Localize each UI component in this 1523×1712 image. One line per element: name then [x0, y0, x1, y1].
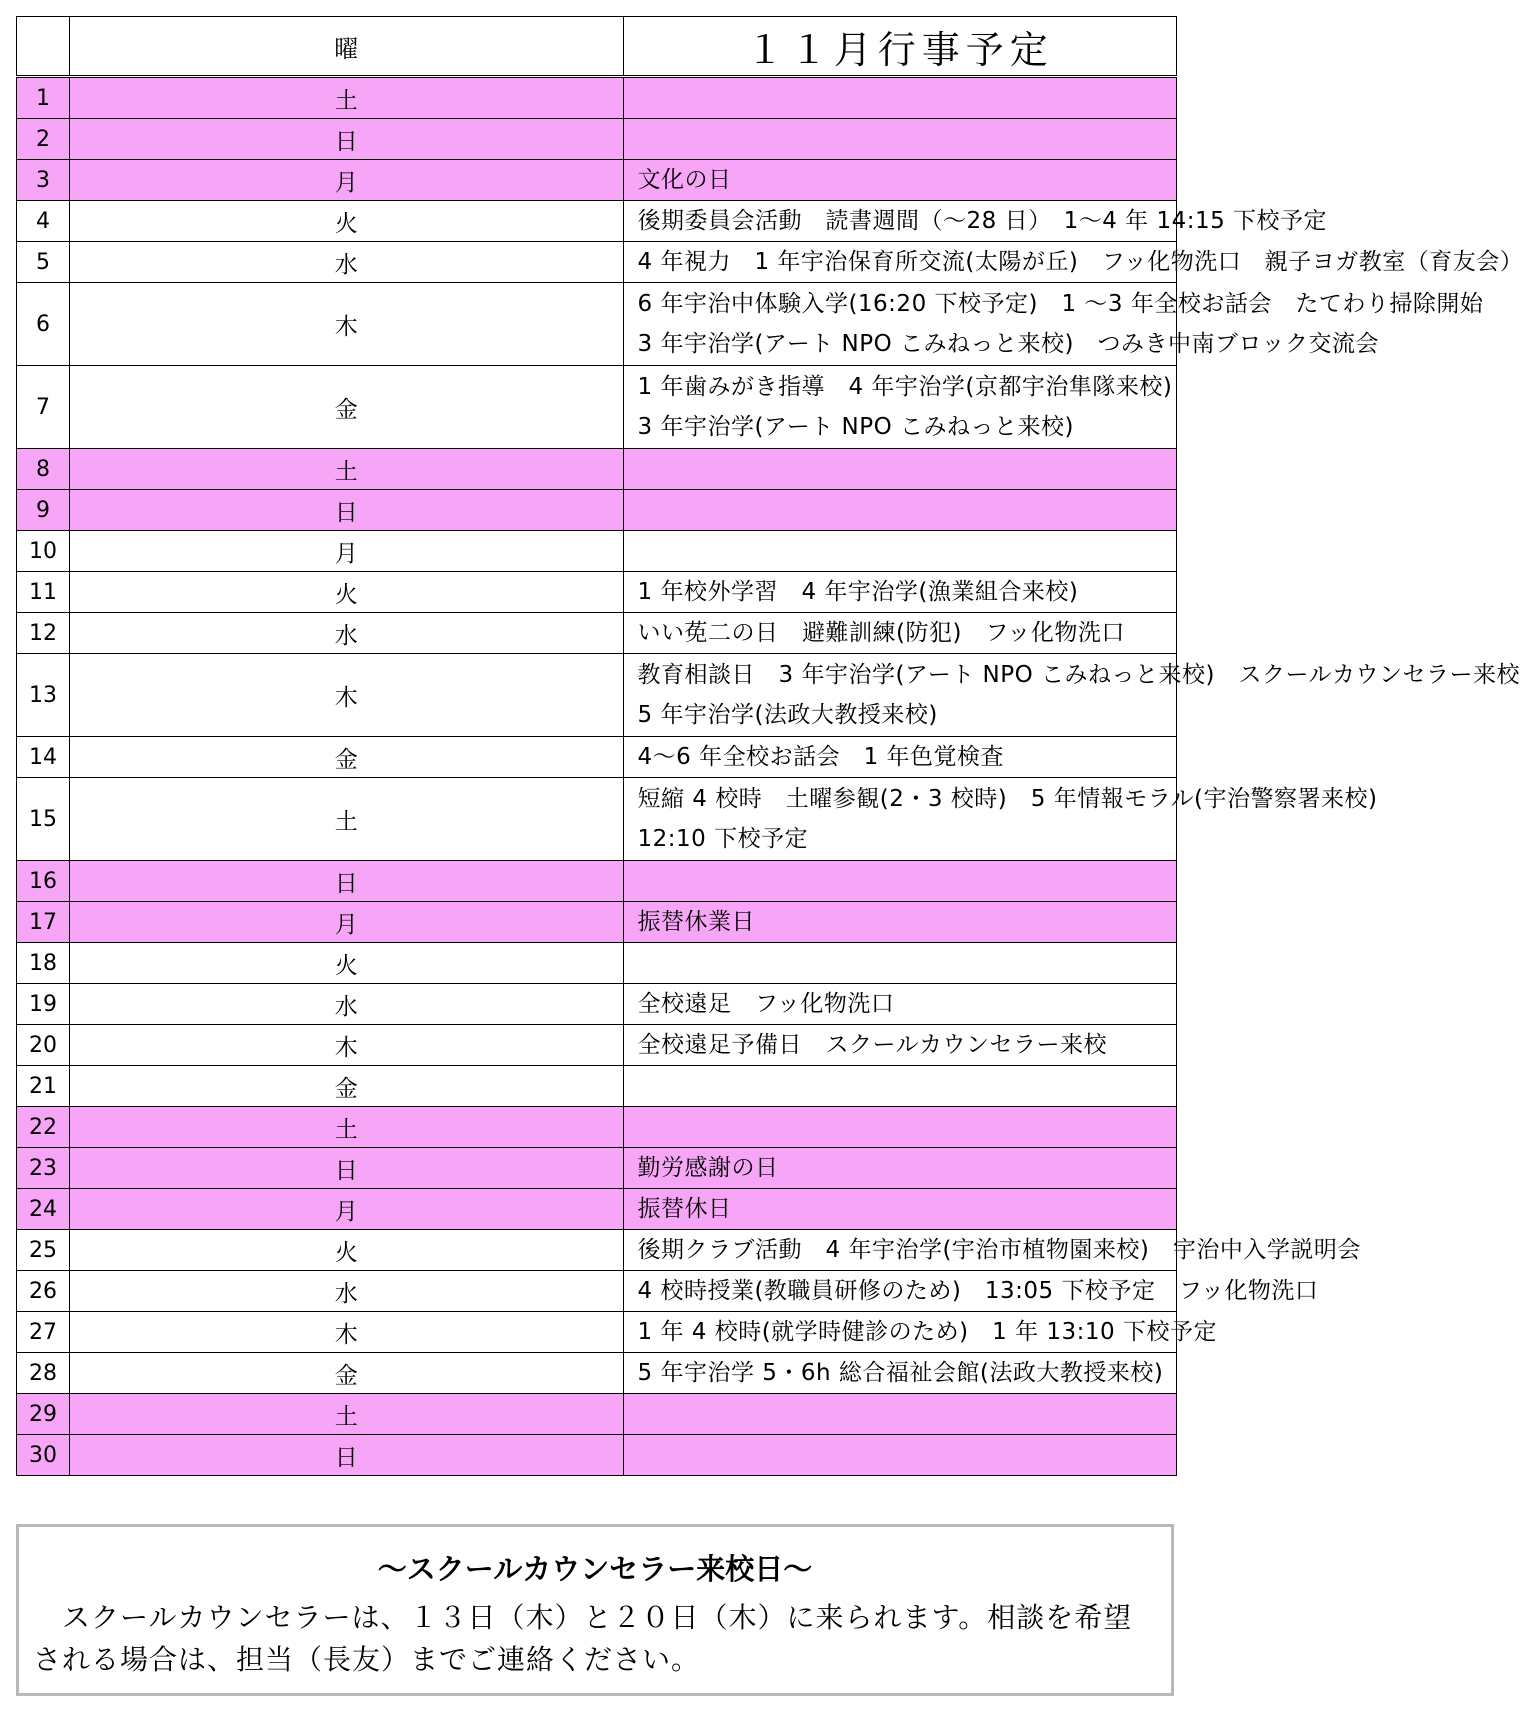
day-number: 10	[17, 531, 70, 572]
events-cell	[623, 283, 1484, 366]
schedule-row	[17, 654, 1177, 737]
day-of-week: 火	[70, 1230, 624, 1271]
day-number: 22	[17, 1107, 70, 1148]
event-line: 4 校時授業(教職員研修のため) 13:05 下校予定 フッ化物洗口	[637, 1278, 1319, 1304]
event-line: 1 年校外学習 4 年宇治学(漁業組合来校)	[637, 579, 1079, 605]
day-number: 2	[17, 119, 70, 160]
day-number: 4	[17, 201, 70, 242]
schedule-row	[17, 1148, 1177, 1189]
schedule-row	[17, 613, 1177, 654]
day-of-week: 火	[70, 572, 624, 613]
day-of-week: 日	[70, 490, 624, 531]
events-cell	[623, 242, 1523, 283]
day-of-week: 日	[70, 119, 624, 160]
day-of-week: 金	[70, 1066, 624, 1107]
event-line: 1 年 4 校時(就学時健診のため) 1 年 13:10 下校予定	[637, 1319, 1217, 1345]
day-number: 3	[17, 160, 70, 201]
schedule-row	[17, 1353, 1177, 1394]
events-cell	[623, 490, 1177, 531]
day-of-week: 金	[70, 366, 624, 449]
events-cell	[623, 613, 1177, 654]
event-line: 全校遠足予備日 スクールカウンセラー来校	[637, 1032, 1108, 1058]
day-of-week: 土	[70, 77, 624, 119]
schedule-row	[17, 449, 1177, 490]
day-number: 25	[17, 1230, 70, 1271]
day-of-week: 木	[70, 1312, 624, 1353]
day-number: 19	[17, 984, 70, 1025]
page-title: １１月行事予定	[623, 17, 1177, 77]
day-number: 7	[17, 366, 70, 449]
day-number: 26	[17, 1271, 70, 1312]
day-number: 11	[17, 572, 70, 613]
schedule-row	[17, 778, 1177, 861]
schedule-row	[17, 1107, 1177, 1148]
event-line: 全校遠足 フッ化物洗口	[637, 991, 895, 1017]
events-cell	[623, 1353, 1177, 1394]
events-cell	[623, 160, 1177, 201]
schedule-row	[17, 861, 1177, 902]
day-of-week: 月	[70, 531, 624, 572]
schedule-row	[17, 737, 1177, 778]
schedule-row	[17, 242, 1177, 283]
event-line: 後期委員会活動 読書週間（～28 日） 1～4 年 14:15 下校予定	[637, 208, 1328, 234]
event-line: 5 年宇治学(法政大教授来校)	[637, 702, 938, 728]
day-number: 12	[17, 613, 70, 654]
events-cell	[623, 1312, 1217, 1353]
schedule-row	[17, 160, 1177, 201]
day-of-week: 木	[70, 1025, 624, 1066]
event-line: 後期クラブ活動 4 年宇治学(宇治市植物園来校) 宇治中入学説明会	[637, 1237, 1361, 1263]
day-number: 13	[17, 654, 70, 737]
day-number: 24	[17, 1189, 70, 1230]
events-cell	[623, 1066, 1177, 1107]
header-dow-cell: 曜	[70, 17, 624, 77]
schedule-table	[16, 16, 1523, 1476]
events-cell	[623, 902, 1177, 943]
events-cell	[623, 1107, 1177, 1148]
day-number: 17	[17, 902, 70, 943]
events-cell	[623, 861, 1177, 902]
day-of-week: 水	[70, 1271, 624, 1312]
day-number: 14	[17, 737, 70, 778]
schedule-row	[17, 1312, 1177, 1353]
day-number: 28	[17, 1353, 70, 1394]
schedule-row	[17, 1271, 1177, 1312]
event-line: 3 年宇治学(アート NPO こみねっと来校) つみき中南ブロック交流会	[637, 331, 1380, 357]
day-number: 16	[17, 861, 70, 902]
events-cell	[623, 1394, 1177, 1435]
day-of-week: 金	[70, 1353, 624, 1394]
day-number: 23	[17, 1148, 70, 1189]
day-of-week: 木	[70, 654, 624, 737]
counselor-notice	[16, 1524, 1174, 1696]
events-cell	[623, 119, 1177, 160]
event-line: 文化の日	[637, 167, 732, 193]
day-number: 15	[17, 778, 70, 861]
events-cell	[623, 572, 1177, 613]
events-cell	[623, 654, 1521, 737]
event-line: 勤労感謝の日	[637, 1155, 779, 1181]
events-cell	[623, 531, 1177, 572]
events-cell	[623, 1025, 1177, 1066]
event-line: 振替休日	[637, 1196, 732, 1222]
day-of-week: 土	[70, 449, 624, 490]
header-day-cell	[17, 17, 70, 77]
events-cell	[623, 366, 1177, 449]
day-number: 21	[17, 1066, 70, 1107]
events-cell	[623, 1230, 1361, 1271]
events-cell	[623, 778, 1378, 861]
schedule-row	[17, 1189, 1177, 1230]
day-of-week: 金	[70, 737, 624, 778]
schedule-row	[17, 77, 1177, 119]
day-of-week: 火	[70, 201, 624, 242]
day-of-week: 日	[70, 1148, 624, 1189]
day-of-week: 日	[70, 1435, 624, 1476]
notice-line: スクールカウンセラーは、１３日（木）と２０日（木）に来られます。相談を希望	[33, 1601, 1133, 1634]
day-number: 20	[17, 1025, 70, 1066]
schedule-row	[17, 1066, 1177, 1107]
event-line: 6 年宇治中体験入学(16:20 下校予定) 1 ～3 年全校お話会 たてわり掃除開始	[637, 291, 1484, 317]
day-number: 29	[17, 1394, 70, 1435]
day-number: 8	[17, 449, 70, 490]
day-of-week: 日	[70, 861, 624, 902]
day-of-week: 土	[70, 1394, 624, 1435]
day-number: 27	[17, 1312, 70, 1353]
day-of-week: 土	[70, 778, 624, 861]
day-of-week: 月	[70, 902, 624, 943]
notice-line: される場合は、担当（長友）までご連絡ください。	[33, 1643, 701, 1676]
event-line: 3 年宇治学(アート NPO こみねっと来校)	[637, 414, 1075, 440]
day-number: 18	[17, 943, 70, 984]
event-line: 1 年歯みがき指導 4 年宇治学(京都宇治隼隊来校)	[637, 374, 1173, 400]
day-of-week: 木	[70, 283, 624, 366]
events-cell	[623, 984, 1177, 1025]
schedule-row	[17, 366, 1177, 449]
events-cell	[623, 449, 1177, 490]
schedule-row	[17, 201, 1177, 242]
schedule-row	[17, 1394, 1177, 1435]
schedule-row	[17, 490, 1177, 531]
schedule-row	[17, 943, 1177, 984]
header-row	[17, 17, 1177, 77]
schedule-row	[17, 1435, 1177, 1476]
schedule-row	[17, 1230, 1177, 1271]
events-cell	[623, 1189, 1177, 1230]
events-cell	[623, 77, 1177, 119]
event-line: 4～6 年全校お話会 1 年色覚検査	[637, 744, 1005, 770]
event-line: いい莬二の日 避難訓練(防犯) フッ化物洗口	[637, 620, 1125, 646]
events-cell	[623, 737, 1177, 778]
day-of-week: 月	[70, 160, 624, 201]
event-line: 振替休業日	[637, 909, 755, 935]
schedule-row	[17, 119, 1177, 160]
day-of-week: 火	[70, 943, 624, 984]
day-of-week: 土	[70, 1107, 624, 1148]
day-of-week: 水	[70, 613, 624, 654]
event-line: 12:10 下校予定	[637, 826, 809, 852]
events-cell	[623, 1148, 1177, 1189]
event-line: 教育相談日 3 年宇治学(アート NPO こみねっと来校) スクールカウンセラー来校	[637, 662, 1521, 688]
schedule-row	[17, 984, 1177, 1025]
events-cell	[623, 201, 1328, 242]
day-of-week: 月	[70, 1189, 624, 1230]
event-line: 5 年宇治学 5・6h 総合福祉会館(法政大教授来校)	[637, 1360, 1164, 1386]
events-cell	[623, 1271, 1319, 1312]
schedule-row	[17, 283, 1177, 366]
events-cell	[623, 1435, 1177, 1476]
schedule-row	[17, 572, 1177, 613]
events-cell	[623, 943, 1177, 984]
day-number: 30	[17, 1435, 70, 1476]
schedule-row	[17, 902, 1177, 943]
notice-body	[33, 1597, 1157, 1681]
day-number: 5	[17, 242, 70, 283]
event-line: 4 年視力 1 年宇治保育所交流(太陽が丘) フッ化物洗口 親子ヨガ教室（育友会）	[637, 249, 1523, 275]
day-of-week: 水	[70, 984, 624, 1025]
day-of-week: 水	[70, 242, 624, 283]
notice-title: ～スクールカウンセラー来校日～	[377, 1552, 813, 1586]
day-number: 1	[17, 77, 70, 119]
event-line: 短縮 4 校時 土曜参観(2・3 校時) 5 年情報モラル(宇治警察署来校)	[637, 786, 1378, 812]
schedule-row	[17, 1025, 1177, 1066]
schedule-body	[17, 17, 1523, 1476]
day-number: 6	[17, 283, 70, 366]
schedule-row	[17, 531, 1177, 572]
day-number: 9	[17, 490, 70, 531]
